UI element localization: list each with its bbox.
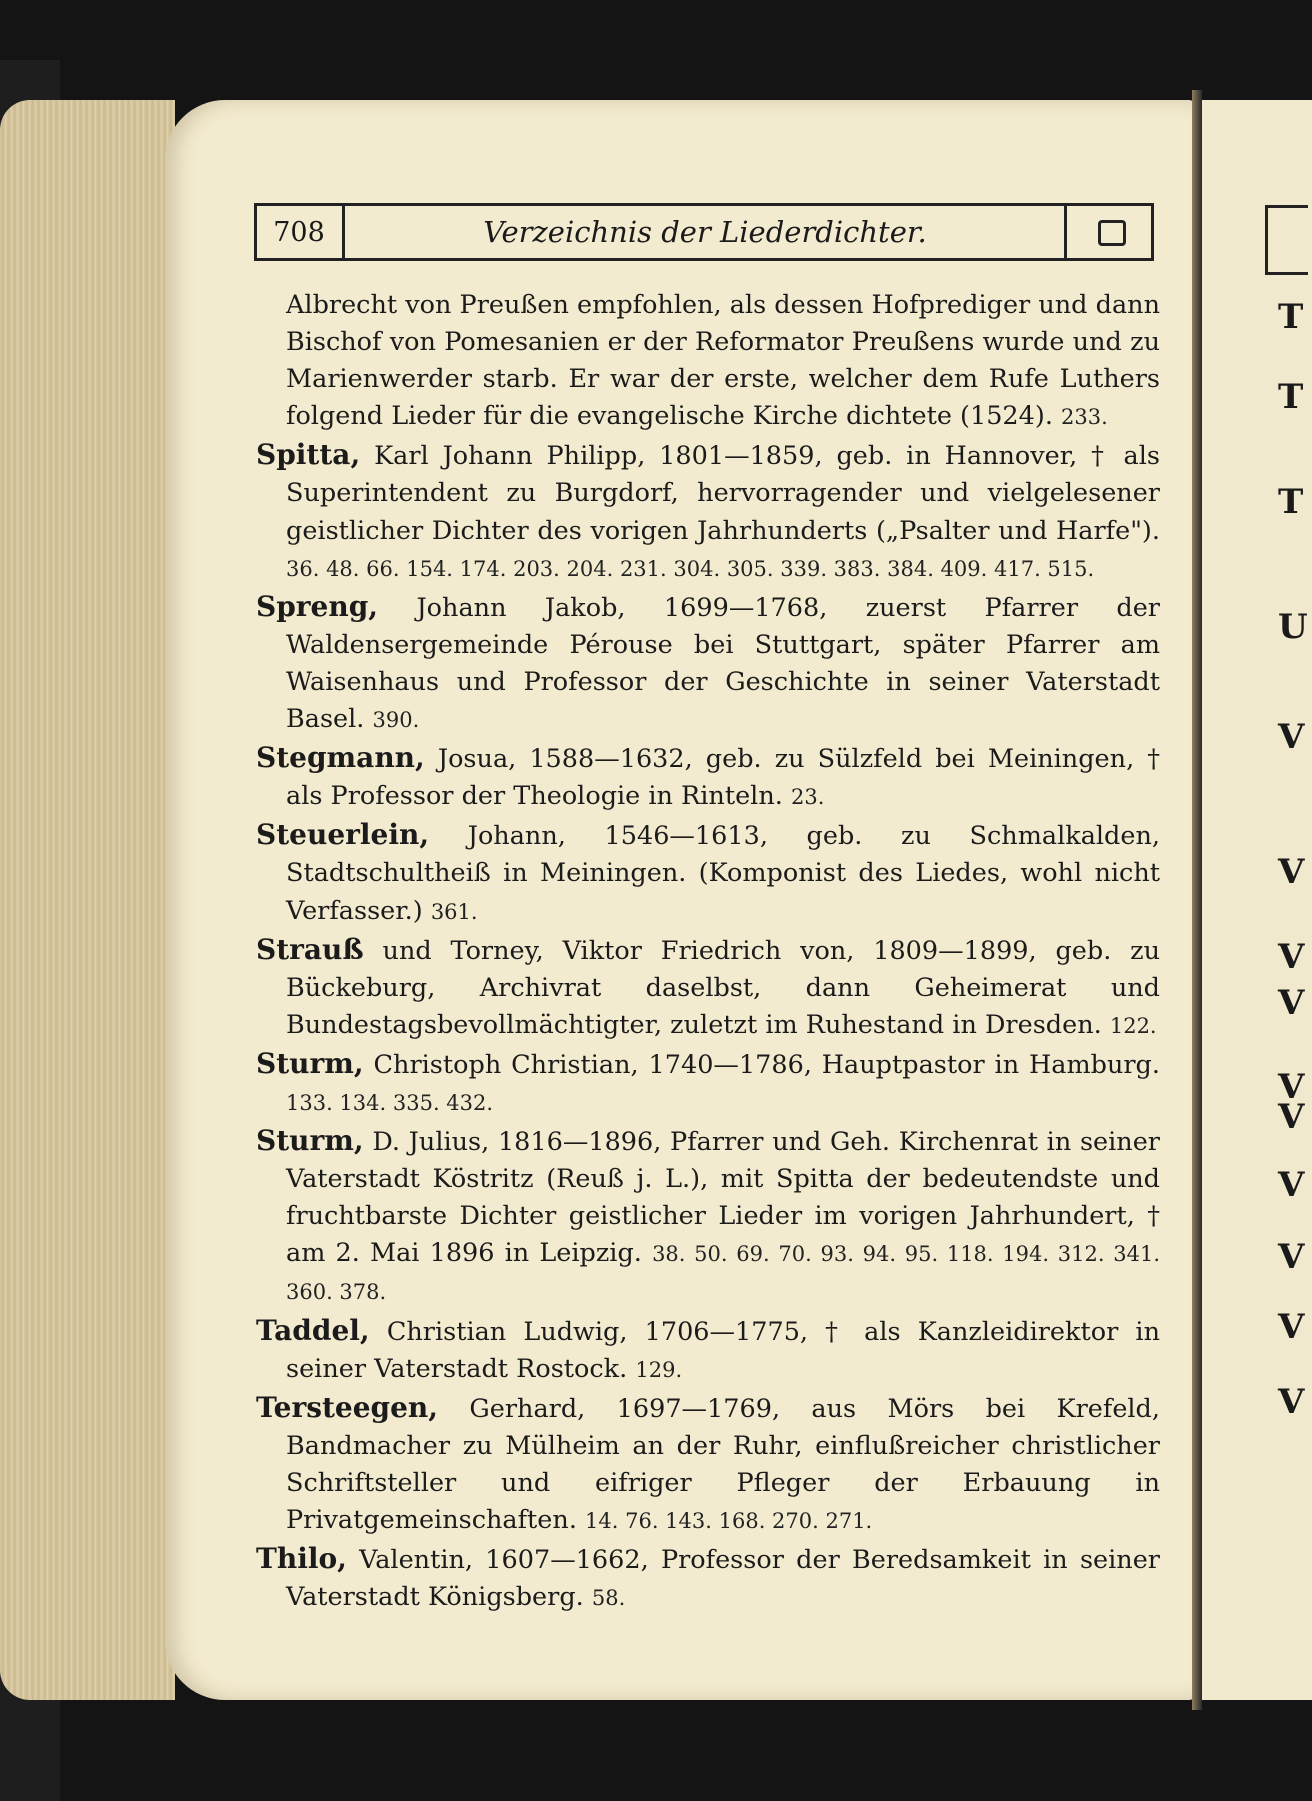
next-page-header-box	[1265, 205, 1308, 275]
entry-name: Sturm,	[256, 1124, 364, 1158]
next-page-letter: V	[1278, 937, 1305, 977]
next-page-letter: U	[1278, 607, 1308, 647]
next-page-letter: V	[1278, 1165, 1305, 1205]
next-page-letter: V	[1278, 1097, 1305, 1137]
next-page-letter: V	[1278, 717, 1305, 757]
entry-hymn-numbers: 129.	[635, 1357, 683, 1382]
author-index	[256, 287, 1160, 1617]
index-entry	[256, 1389, 1160, 1540]
next-page-letter: T	[1278, 297, 1304, 337]
entry-name: Spitta,	[256, 438, 361, 472]
page-header	[254, 203, 1154, 261]
index-entry	[256, 1045, 1160, 1122]
entry-name: Taddel,	[256, 1313, 370, 1347]
entry-hymn-numbers: 38. 50. 69. 70. 93. 94. 95. 118. 194. 312. 341. 360. 378.	[286, 1242, 1160, 1305]
entry-text: Valentin, 1607—1662, Professor der Beredsamkeit in seiner Vaterstadt Königsberg.	[286, 1545, 1161, 1613]
entry-text: und Torney, Viktor Friedrich von, 1809—1899, geb. zu Bückeburg, Archivrat daselbst, dann Geheimerat und Bundestagsbevollmächtigter, zuletzt im Ruhestand in Dresden.	[286, 935, 1161, 1040]
next-page-letter: V	[1278, 1307, 1305, 1347]
entry-text: Karl Johann Philipp, 1801—1859, geb. in Hannover, † als Superintendent zu Burgdorf, hervorragender und vielgelesener geistlicher Dichter des vorigen Jahrhunderts („Psalter und Harfe").	[286, 441, 1161, 546]
next-page-letter: V	[1278, 852, 1305, 892]
entry-name: Strauß	[256, 932, 364, 966]
running-title-cell	[342, 206, 1065, 258]
index-entry	[256, 1312, 1160, 1389]
index-entry	[256, 1122, 1160, 1311]
entry-hymn-numbers: 58.	[591, 1586, 626, 1611]
index-entry	[256, 739, 1160, 816]
entry-text: Johann, 1546—1613, geb. zu Schmalkalden, Stadtschultheiß in Meiningen. (Komponist des Liedes, wohl nicht Verfasser.)	[286, 821, 1160, 926]
next-page-strip	[1202, 100, 1312, 1700]
entry-hymn-numbers: 390.	[372, 708, 420, 733]
entry-text: D. Julius, 1816—1896, Pfarrer und Geh. Kirchenrat in seiner Vaterstadt Köstritz (Reuß j. L.), mit Spitta der bedeutendste und fruchtbarste Dichter geistlicher Lieder im vorigen Jahrhundert, † am 2. Mai 1896 in Leipzig.	[286, 1127, 1160, 1269]
square-ornament-icon	[1098, 220, 1126, 246]
entry-name: Sturm,	[256, 1046, 364, 1080]
entry-hymn-numbers: 133. 134. 335. 432.	[286, 1090, 494, 1115]
index-entry	[256, 1540, 1160, 1617]
entry-text: Josua, 1588—1632, geb. zu Sülzfeld bei Meiningen, † als Professor der Theologie in Rinteln.	[286, 744, 1160, 812]
entry-name: Spreng,	[256, 589, 379, 623]
entry-name: Steuerlein,	[256, 818, 430, 852]
next-page-letter: V	[1278, 1237, 1305, 1277]
index-entry	[256, 287, 1160, 436]
entry-hymn-numbers: 14. 76. 143. 168. 270. 271.	[585, 1509, 873, 1533]
page-number: 708	[254, 206, 341, 258]
running-title: Verzeichnis der Liederdichter.	[483, 215, 927, 249]
entry-text: Gerhard, 1697—1769, aus Mörs bei Krefeld, Bandmacher zu Mülheim an der Ruhr, einflußreicher christlicher Schriftsteller und eifriger Pfleger der Erbauung in Privatgemeinschaften.	[286, 1393, 1160, 1535]
entry-hymn-numbers: 23.	[790, 785, 825, 810]
page-edges	[0, 100, 175, 1700]
entry-name: Thilo,	[256, 1542, 347, 1576]
index-entry	[256, 588, 1160, 739]
entry-hymn-numbers: 361.	[430, 899, 478, 924]
entry-hymn-numbers: 122.	[1109, 1013, 1157, 1038]
entry-name: Stegmann,	[256, 741, 425, 775]
next-page-letter: V	[1278, 983, 1305, 1023]
entry-text: Christoph Christian, 1740—1786, Hauptpastor in Hamburg.	[373, 1049, 1160, 1080]
book-gutter	[1192, 90, 1202, 1710]
header-box-cell	[1064, 206, 1154, 258]
entry-hymn-numbers: 233.	[1061, 405, 1108, 430]
index-entry	[256, 816, 1160, 930]
index-entry	[256, 436, 1160, 587]
next-page-letter: T	[1278, 482, 1304, 522]
next-page-letter: V	[1278, 1382, 1305, 1422]
entry-text: Albrecht von Preußen empfohlen, als dessen Hofprediger und dann Bischof von Pomesanien er der Reformator Preußens wurde und zu Marienwerder starb. Er war der erste, welcher dem Rufe Luthers folgend Lieder für die evangelische Kirche dichtete (1524).	[286, 290, 1160, 432]
next-page-letter: T	[1278, 377, 1304, 417]
entry-text: Johann Jakob, 1699—1768, zuerst Pfarrer der Waldensergemeinde Pérouse bei Stuttgart, später Pfarrer am Waisenhaus und Professor der Geschichte in seiner Vaterstadt Basel.	[286, 592, 1160, 735]
next-page-letter: V	[1278, 1067, 1305, 1107]
entry-hymn-numbers: 36. 48. 66. 154. 174. 203. 204. 231. 304. 305. 339. 383. 384. 409. 417. 515.	[286, 556, 1095, 581]
entry-name: Tersteegen,	[256, 1390, 439, 1424]
index-entry	[256, 931, 1160, 1045]
entry-text: Christian Ludwig, 1706—1775, † als Kanzleidirektor in seiner Vaterstadt Rostock.	[286, 1316, 1161, 1384]
